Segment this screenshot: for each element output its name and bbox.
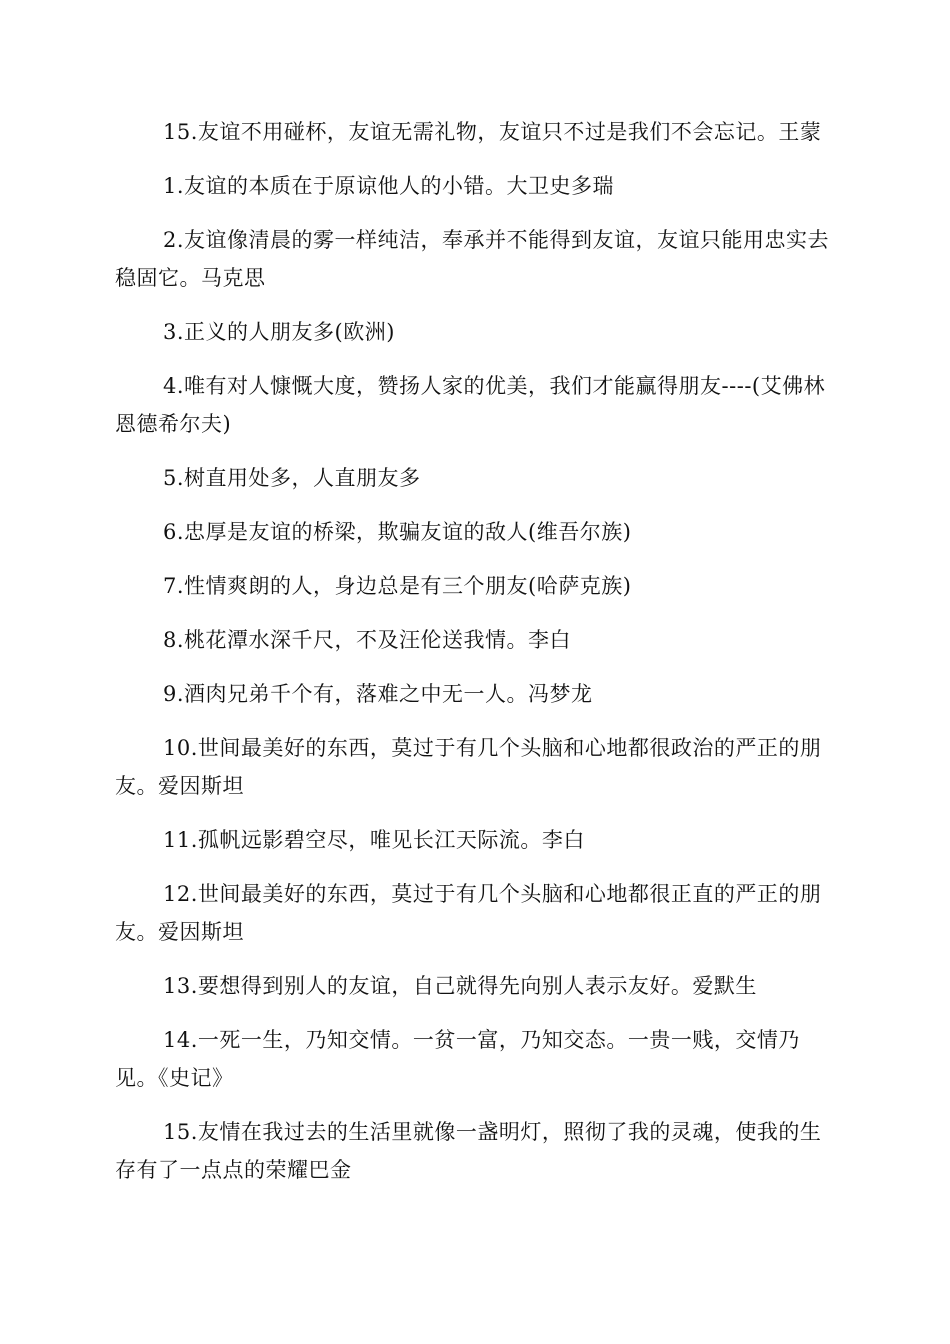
quote-paragraph: 8.桃花潭水深千尺，不及汪伦送我情。李白 bbox=[163, 628, 572, 652]
quote-paragraph: 11.孤帆远影碧空尽，唯见长江天际流。李白 bbox=[163, 828, 585, 852]
quote-paragraph: 1.友谊的本质在于原谅他人的小错。大卫史多瑞 bbox=[163, 174, 615, 198]
quote-paragraph: 15.友谊不用碰杯，友谊无需礼物，友谊只不过是我们不会忘记。王蒙 bbox=[163, 120, 822, 144]
document-body bbox=[115, 113, 835, 1205]
quote-paragraph: 7.性情爽朗的人，身边总是有三个朋友(哈萨克族) bbox=[163, 574, 632, 598]
quote-paragraph: 13.要想得到别人的友谊，自己就得先向别人表示友好。爱默生 bbox=[163, 974, 757, 998]
quote-paragraph: 12.世间最美好的东西，莫过于有几个头脑和心地都很正直的严正的朋友。爱因斯坦 bbox=[115, 882, 822, 944]
quote-paragraph: 9.酒肉兄弟千个有，落难之中无一人。冯梦龙 bbox=[163, 682, 593, 706]
quote-paragraph: 4.唯有对人慷慨大度，赞扬人家的优美，我们才能赢得朋友----(艾佛林恩德希尔夫) bbox=[115, 374, 826, 436]
quote-paragraph: 15.友情在我过去的生活里就像一盏明灯，照彻了我的灵魂，使我的生存有了一点点的荣耀巴金 bbox=[115, 1120, 822, 1182]
quote-paragraph: 5.树直用处多，人直朋友多 bbox=[163, 466, 421, 490]
quote-paragraph: 14.一死一生，乃知交情。一贫一富，乃知交态。一贵一贱，交情乃见。《史记》 bbox=[115, 1028, 800, 1090]
quote-paragraph: 3.正义的人朋友多(欧洲) bbox=[163, 320, 395, 344]
quote-paragraph: 10.世间最美好的东西，莫过于有几个头脑和心地都很政治的严正的朋友。爱因斯坦 bbox=[115, 736, 822, 798]
quote-paragraph: 6.忠厚是友谊的桥梁，欺骗友谊的敌人(维吾尔族) bbox=[163, 520, 632, 544]
quote-paragraph: 2.友谊像清晨的雾一样纯洁，奉承并不能得到友谊，友谊只能用忠实去稳固它。马克思 bbox=[115, 228, 830, 290]
